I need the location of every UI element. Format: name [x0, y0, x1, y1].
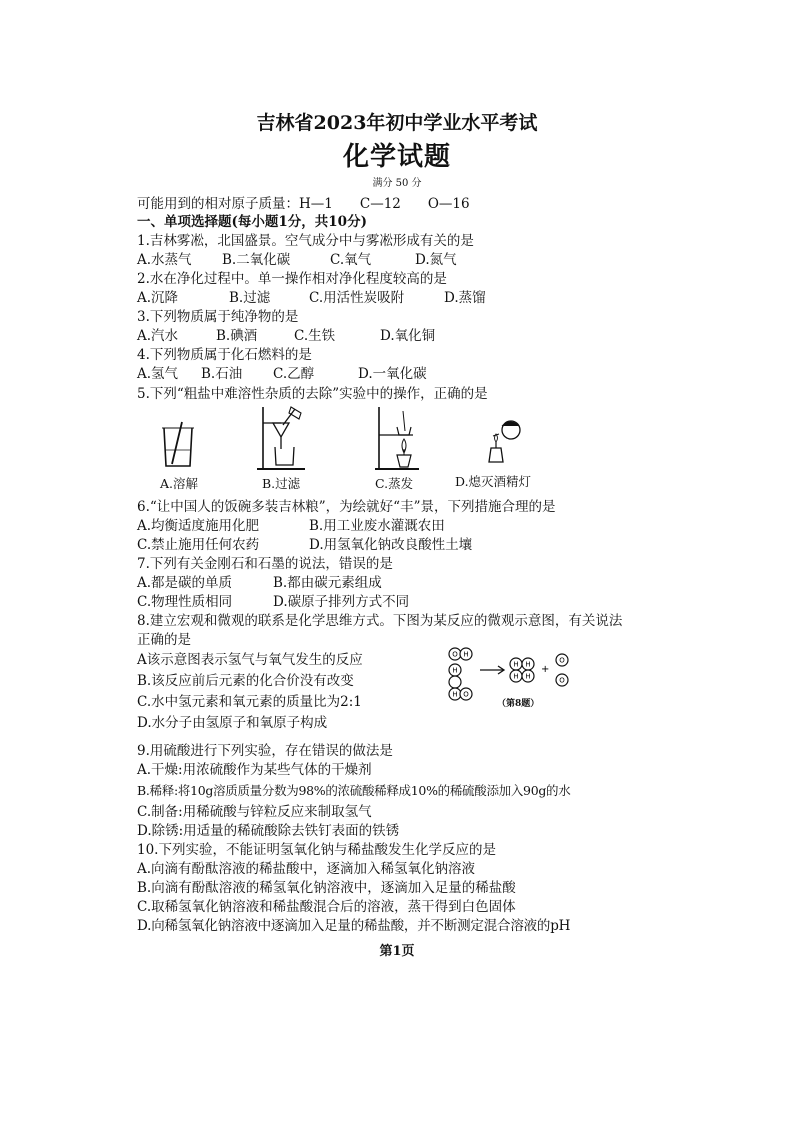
q9-option-a: A.干燥:用浓硫酸作为某些气体的干燥剂 — [137, 762, 372, 778]
q5-option-b: B.过滤 — [262, 476, 301, 491]
question-8-stem: 8.建立宏观和微观的联系是化学思维方式。下图为某反应的微观示意图，有关说法 — [137, 613, 623, 629]
q1-option-c: C.氧气 — [330, 252, 372, 268]
q10-option-a: A.向滴有酚酞溶液的稀盐酸中，逐滴加入稀氢氧化钠溶液 — [137, 861, 476, 877]
svg-text:H: H — [452, 666, 458, 675]
page-number: 第1页 — [379, 944, 415, 959]
q1-option-d: D.氮气 — [415, 252, 457, 268]
dissolving-apparatus-icon — [160, 420, 200, 470]
q8-option-c: C.水中氢元素和氧元素的质量比为2:1 — [137, 694, 362, 710]
q3-option-a: A.汽水 — [137, 328, 179, 344]
q4-option-b: B.石油 — [201, 366, 243, 382]
q4-option-d: D.一氧化碳 — [358, 366, 427, 382]
svg-text:H: H — [513, 660, 519, 669]
svg-text:H: H — [452, 690, 458, 699]
q5-option-a: A.溶解 — [160, 476, 199, 491]
q7-option-c: C.物理性质相同 — [137, 594, 233, 610]
q3-option-d: D.氧化铜 — [380, 328, 436, 344]
question-8-stem-cont: 正确的是 — [137, 632, 191, 648]
q6-option-b: B.用工业废水灌溉农田 — [309, 518, 445, 534]
q4-option-c: C.乙醇 — [273, 366, 315, 382]
q7-option-d: D.碳原子排列方式不同 — [273, 594, 410, 610]
question-2-stem: 2.水在净化过程中。单一操作相对净化程度较高的是 — [137, 271, 447, 287]
evaporation-apparatus-icon — [373, 405, 423, 473]
svg-text:H: H — [513, 672, 519, 681]
total-score: 满分 50 分 — [372, 178, 422, 189]
q10-option-d: D.向稀氢氧化钠溶液中逐滴加入足量的稀盐酸，并不断测定混合溶液的pH — [137, 918, 571, 934]
exam-title: 吉林省2023年初中学业水平考试 — [256, 112, 538, 134]
q7-option-b: B.都由碳元素组成 — [273, 575, 382, 591]
q8-option-a: A该示意图表示氢气与氧气发生的反应 — [137, 652, 363, 668]
atomic-masses: 可能用到的相对原子质量：H—1 C—12 O—16 — [137, 196, 470, 212]
q10-option-c: C.取稀氢氧化钠溶液和稀盐酸混合后的溶液，蒸干得到白色固体 — [137, 899, 516, 915]
svg-text:O: O — [559, 676, 565, 685]
q4-option-a: A.氢气 — [137, 366, 179, 382]
q8-option-b: B.该反应前后元素的化合价没有改变 — [137, 673, 354, 689]
q2-option-a: A.沉降 — [137, 290, 179, 306]
q6-option-d: D.用氢氧化钠改良酸性土壤 — [309, 537, 473, 553]
q5-option-c: C.蒸发 — [375, 476, 414, 491]
q2-option-d: D.蒸馏 — [444, 290, 486, 306]
question-4-stem: 4.下列物质属于化石燃料的是 — [137, 347, 312, 363]
q2-option-c: C.用活性炭吸附 — [309, 290, 405, 306]
section-heading: 一、单项选择题(每小题1分，共10分) — [137, 214, 367, 230]
question-1-stem: 1.吉林雾凇，北国盛景。空气成分中与雾凇形成有关的是 — [137, 233, 474, 249]
q9-option-b: B.稀释:将10g溶质质量分数为98%的浓硫酸稀释成10%的稀硫酸添加入90g的水 — [137, 783, 571, 798]
svg-text:O: O — [559, 656, 565, 665]
question-7-stem: 7.下列有关金刚石和石墨的说法，错误的是 — [137, 556, 393, 572]
q9-option-d: D.除锈:用适量的稀硫酸除去铁钉表面的铁锈 — [137, 823, 400, 839]
q10-option-b: B.向滴有酚酞溶液的稀氢氧化钠溶液中，逐滴加入足量的稀盐酸 — [137, 880, 516, 896]
q6-option-a: A.均衡适度施用化肥 — [137, 518, 260, 534]
q6-option-c: C.禁止施用任何农药 — [137, 537, 260, 553]
q8-option-d: D.水分子由氢原子和氧原子构成 — [137, 715, 328, 731]
q3-option-c: C.生铁 — [294, 328, 336, 344]
question-6-stem: 6.“让中国人的饭碗多装吉林粮”，为绘就好“丰”景，下列措施合理的是 — [137, 499, 556, 515]
question-3-stem: 3.下列物质属于纯净物的是 — [137, 309, 299, 325]
question-9-stem: 9.用硫酸进行下列实验，存在错误的做法是 — [137, 743, 393, 759]
question-10-stem: 10.下列实验，不能证明氢氧化钠与稀盐酸发生化学反应的是 — [137, 842, 496, 858]
svg-text:O: O — [452, 650, 458, 659]
figure-8-caption: （第8题） — [497, 699, 540, 709]
svg-text:H: H — [463, 650, 469, 659]
svg-text:O: O — [463, 690, 469, 699]
q1-option-b: B.二氧化碳 — [222, 252, 291, 268]
q5-option-d: D.熄灭酒精灯 — [455, 474, 532, 489]
q3-option-b: B.碘酒 — [216, 328, 258, 344]
reaction-arrow-icon — [480, 666, 504, 674]
svg-text:+: + — [541, 664, 550, 675]
filtration-apparatus-icon — [255, 405, 310, 473]
question-5-stem: 5.下列“粗盐中难溶性杂质的去除”实验中的操作，正确的是 — [137, 386, 488, 402]
svg-text:H: H — [525, 672, 531, 681]
q9-option-c: C.制备:用稀硫酸与锌粒反应来制取氢气 — [137, 804, 372, 820]
q2-option-b: B.过滤 — [229, 290, 271, 306]
svg-text:H: H — [525, 660, 531, 669]
subject-title: 化学试题 — [342, 142, 451, 172]
extinguishing-lamp-icon — [485, 418, 525, 468]
q1-option-a: A.水蒸气 — [137, 252, 192, 268]
q7-option-a: A.都是碳的单质 — [137, 575, 233, 591]
